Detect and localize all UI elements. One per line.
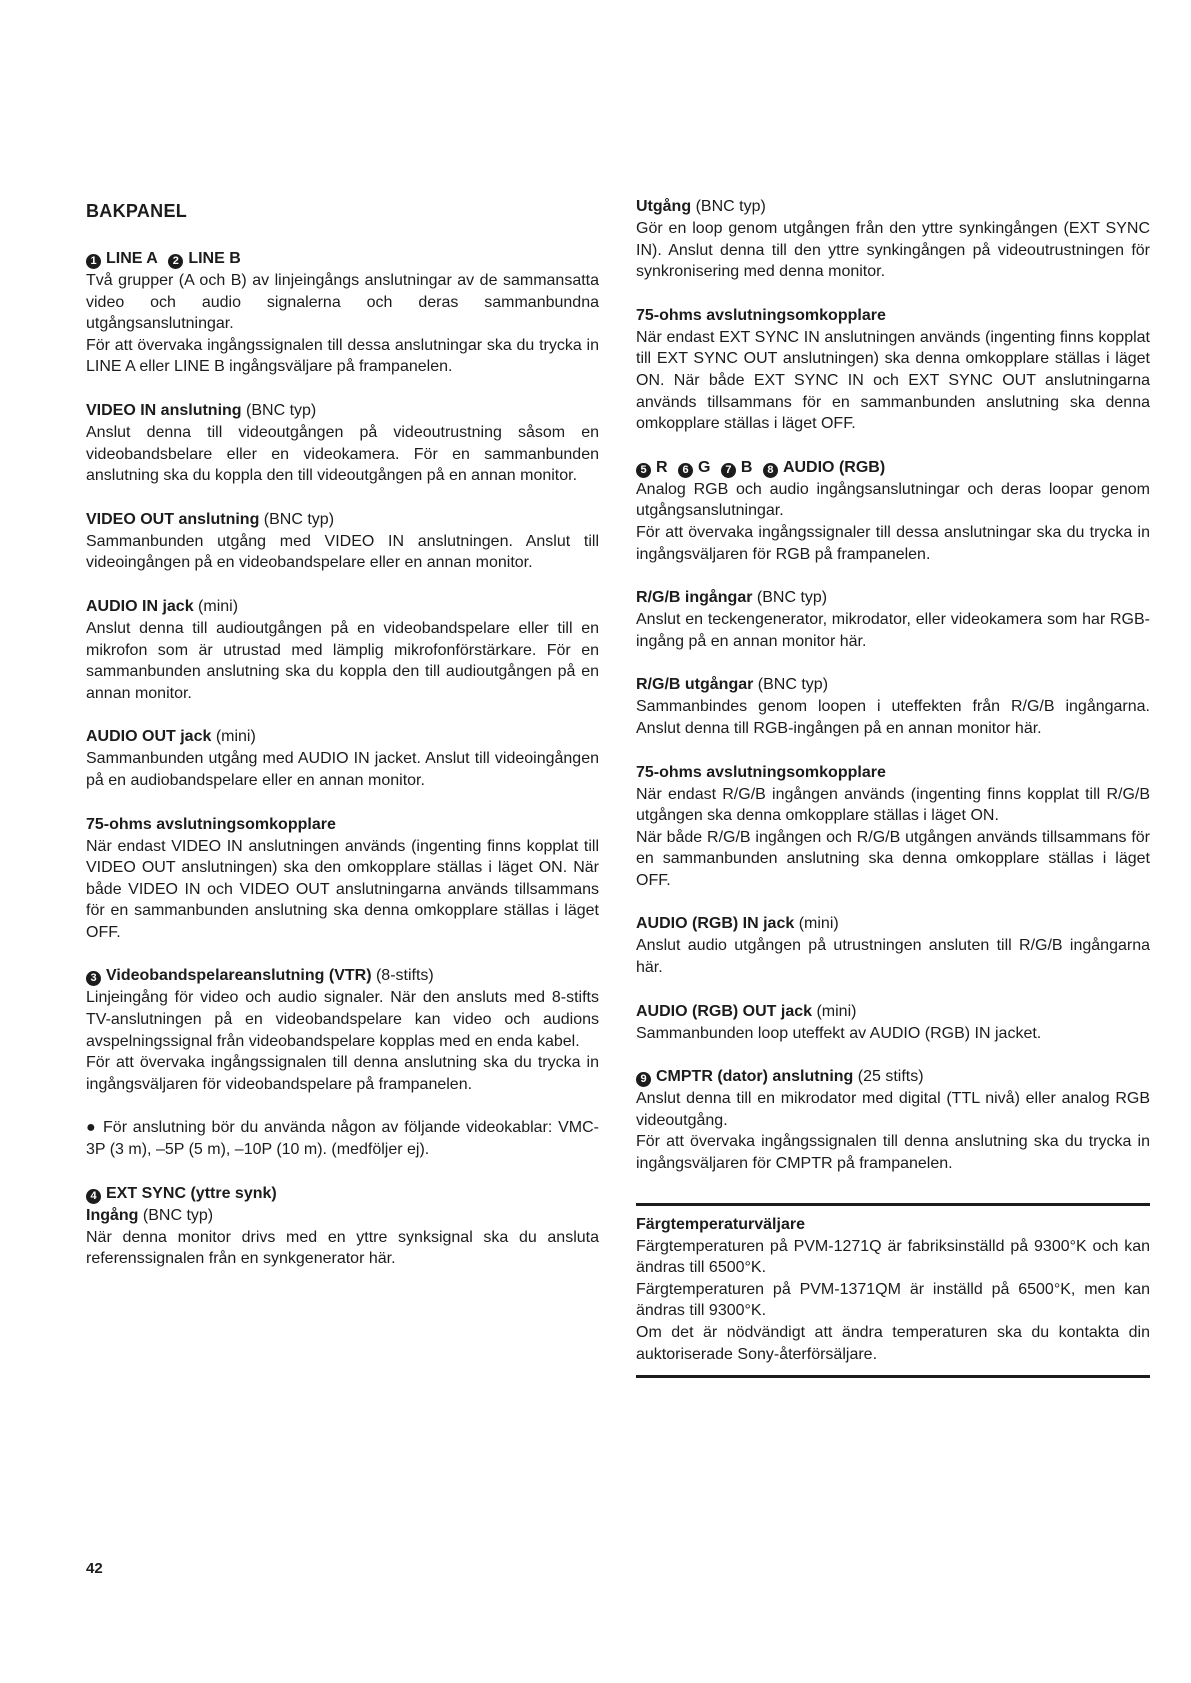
sub-heading: Ingång (BNC typ) [86,1206,214,1224]
section-heading: 75-ohms avslutningsomkopplare [636,306,886,324]
section-heading: 75-ohms avslutningsomkopplare [86,815,336,833]
section-heading [86,248,599,270]
section-heading: AUDIO OUT jack (mini) [86,728,256,746]
section-rgb-in [636,587,1150,652]
page-number: 42 [86,1560,103,1577]
number-2-icon: 2 [168,254,183,269]
paragraph: Sammanbunden utgång med AUDIO IN jacket. Anslut till videoingången på en audiobandspelare eller en annan monitor. [86,750,599,789]
paragraph: Anslut denna till audioutgången på en videobandspelare eller till en mikrofon som är utrustad med lämplig mikrofonförstärkare. För en sammanbunden anslutning ska du koppla den till audioutgången på en annan monitor. [86,619,599,702]
section-75ohm-rgb [636,762,1150,892]
number-7-icon: 7 [721,463,736,478]
section-heading: AUDIO IN jack (mini) [86,597,239,615]
number-9-icon: 9 [636,1072,651,1087]
section-vtr [86,965,599,1095]
left-column [86,196,599,1270]
paragraph: Anslut en teckengenerator, mikrodator, eller videokamera som har RGB-ingång på en annan monitor här. [636,611,1150,650]
paragraph: Färgtemperaturen på PVM-1371QM är inställd på 6500°K, men kan ändras till 9300°K. [636,1280,1150,1320]
paragraph: Anslut audio utgången på utrustningen ansluten till R/G/B ingångarna här. [636,937,1150,977]
note-paragraph: ● För anslutning bör du använda någon av följande videokablar: VMC-3P (3 m), –5P (5 m), –10P (10 m). (medföljer ej). [86,1119,599,1159]
paragraph: När endast R/G/B ingången används (ingenting finns kopplat till R/G/B utgången ska denna omkopplare ställas i läget ON. [636,785,1150,825]
box-heading: Färgtemperaturväljare [636,1215,805,1233]
paragraph: När endast EXT SYNC IN anslutningen används (ingenting finns kopplat till EXT SYNC OUT anslutningen) ska denna omkopplare ställas i läget ON. När både EXT SYNC IN och EXT SYNC OUT anslutningarna används tillsammans för en sammanbunden anslutning ska denna omkopplare ställas i läget OFF. [636,328,1150,433]
number-3-icon: 3 [86,971,101,986]
paragraph: Sammanbindes genom loopen i uteffekten från R/G/B ingångarna. Anslut denna till RGB-ingången på en annan monitor här. [636,698,1150,737]
number-8-icon: 8 [763,463,778,478]
section-heading: AUDIO (RGB) OUT jack (mini) [636,1002,857,1020]
number-6-icon: 6 [678,463,693,478]
section-heading: 75-ohms avslutningsomkopplare [636,763,886,781]
paragraph: Om det är nödvändigt att ändra temperaturen ska du kontakta din auktoriserade Sony-återförsäljare. [636,1324,1150,1363]
section-note [86,1117,599,1160]
section-rgb-out [636,674,1150,739]
section-audio-rgb-in [636,913,1150,978]
paragraph: Analog RGB och audio ingångsanslutningar och deras loopar genom utgångsanslutningar. [636,480,1150,520]
section-heading: 3 Videobandspelareanslutning (VTR) (8-stifts) [86,965,599,987]
section-audio-in [86,596,599,704]
color-temperature-box [636,1203,1150,1379]
section-line [86,248,599,378]
number-5-icon: 5 [636,463,651,478]
section-heading: AUDIO (RGB) IN jack (mini) [636,915,839,933]
section-heading: R/G/B utgångar (BNC typ) [636,676,829,694]
section-heading: 9 CMPTR (dator) anslutning (25 stifts) [636,1066,1150,1088]
paragraph: Anslut denna till videoutgången på videoutrustning såsom en videobandsbelare eller en videokamera. För en sammanbunden anslutning ska du koppla den till videoutgången på en annan monitor. [86,423,599,485]
paragraph: Sammanbunden utgång med VIDEO IN anslutningen. Anslut till videoingången på en videobandspelare eller en annan monitor. [86,532,599,572]
page-title: BAKPANEL [86,201,188,221]
section-heading: R/G/B ingångar (BNC typ) [636,589,828,607]
paragraph: När endast VIDEO IN anslutningen används (ingenting finns kopplat till VIDEO OUT anslutningen) ska den omkopplare ställas i läget ON. När både VIDEO IN och VIDEO OUT anslutningarna används tillsammans för en sammanbunden anslutning ska denna omkopplare ställas i läget OFF. [86,837,599,941]
section-video-out [86,509,599,574]
section-ext-sync [86,1183,599,1270]
section-heading: VIDEO IN anslutning (BNC typ) [86,401,317,419]
section-heading: Utgång (BNC typ) [636,198,766,215]
paragraph: För att övervaka ingångssignalen till denna anslutning ska du trycka in ingångsväljaren för videobandspelare på frampanelen. [86,1054,599,1093]
section-rgb [636,457,1150,565]
section-75ohm [86,814,599,944]
section-heading: 5 R 6 G 7 B 8 AUDIO (RGB) [636,457,1150,479]
paragraph: Två grupper (A och B) av linjeingångs anslutningar av de sammansatta video och audio signalerna och deras sammanbundna utgångsanslutningar. [86,272,599,333]
line-a-label: LINE A [106,250,158,267]
section-utgang [636,196,1150,283]
paragraph: För att övervaka ingångssignalen till dessa anslutningar ska du trycka in LINE A eller LINE B ingångsväljare på frampanelen. [86,336,599,376]
right-column [636,196,1150,1378]
section-audio-rgb-out [636,1001,1150,1045]
section-75ohm-sync [636,305,1150,435]
paragraph: När både R/G/B ingången och R/G/B utgången används tillsammans för en sammanbunden anslutning ska denna omkopplare ställas i läget OFF. [636,828,1150,889]
paragraph: Anslut denna till en mikrodator med digital (TTL nivå) eller analog RGB videoutgång. [636,1090,1150,1129]
section-video-in [86,400,599,487]
number-4-icon: 4 [86,1189,101,1204]
bullet-icon: ● [86,1119,98,1137]
paragraph: För att övervaka ingångssignaler till dessa anslutningar ska du trycka in ingångsväljaren för RGB på frampanelen. [636,523,1150,563]
section-audio-out [86,726,599,791]
number-1-icon: 1 [86,254,101,269]
line-b-label: LINE B [188,250,241,267]
section-heading: 4 EXT SYNC (yttre synk) [86,1183,599,1205]
paragraph: Sammanbunden loop uteffekt av AUDIO (RGB) IN jacket. [636,1024,1042,1042]
section-cmptr [636,1066,1150,1174]
paragraph: Linjeingång för video och audio signaler. När den ansluts med 8-stifts TV-anslutningen på en videobandspelare kan video och audions avspelningssignal från videobandspelare kopplas med en enda kabel. [86,989,599,1050]
section-heading: VIDEO OUT anslutning (BNC typ) [86,510,335,528]
paragraph: Färgtemperaturen på PVM-1271Q är fabriksinställd på 9300°K och kan ändras till 6500°K. [636,1237,1150,1277]
paragraph: Gör en loop genom utgången från den yttre synkingången (EXT SYNC IN). Anslut denna till den yttre synkingången på videoutrustningen för synkronisering med denna monitor. [636,220,1150,281]
paragraph: För att övervaka ingångssignalen till denna anslutning ska du trycka in ingångsväljaren för CMPTR på frampanelen. [636,1133,1150,1173]
paragraph: När denna monitor drivs med en yttre synksignal ska du ansluta referenssignalen från en synkgenerator här. [86,1228,599,1268]
